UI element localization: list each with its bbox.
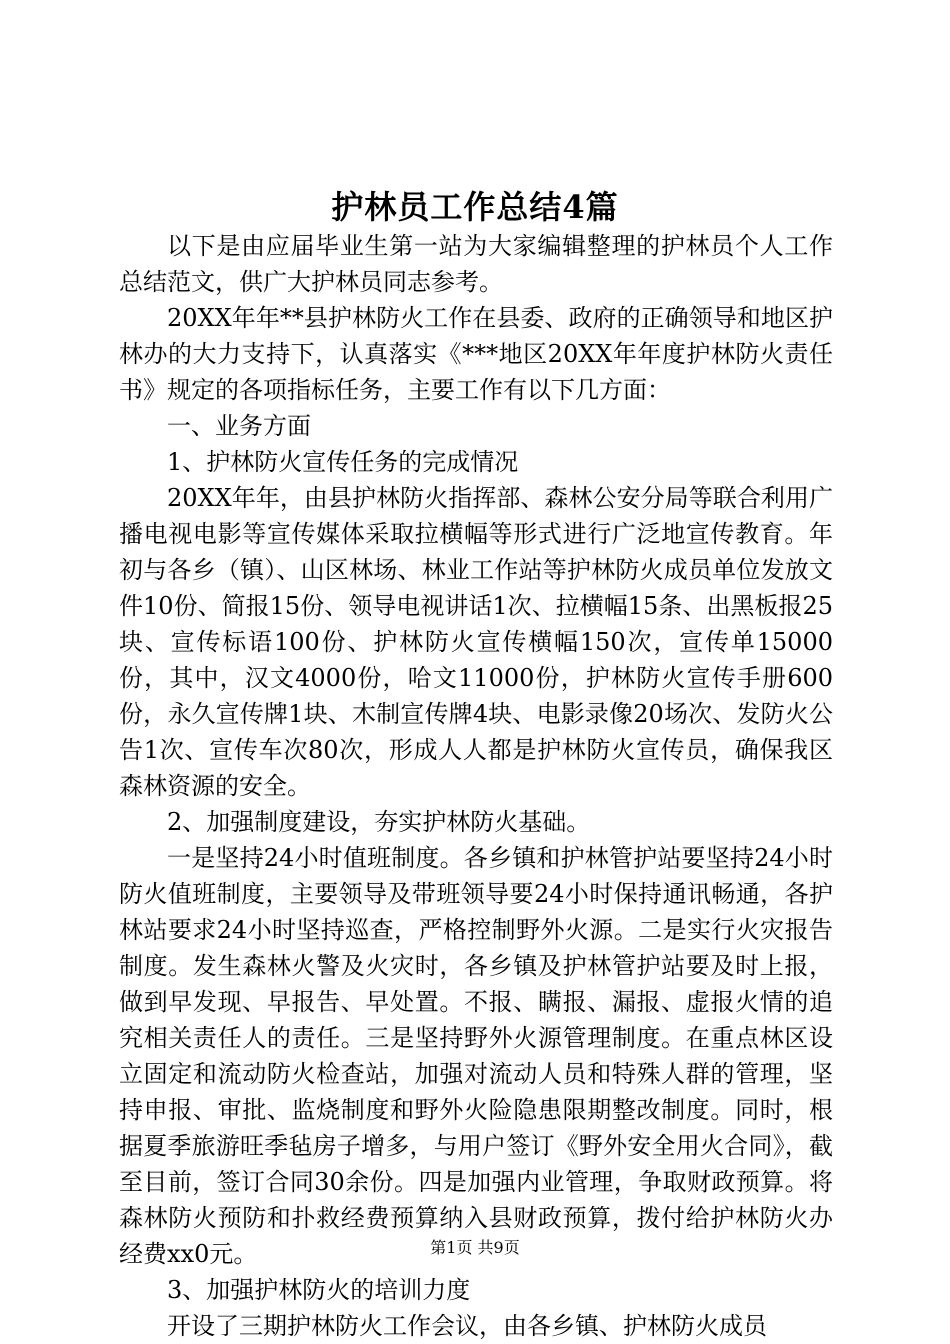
paragraph-system-building: 一是坚持24小时值班制度。各乡镇和护林管护站要坚持24小时防火值班制度，主要领导及带班领导要24小时保持通讯畅通，各护林站要求24小时坚持巡查，严格控制野外火源。二是实行火灾报告制度。发生森林火警及火灾时，各乡镇及护林管护站要及时上报，做到早发现、早报告、早处置。不报、瞒报、漏报、虚报火情的追究相关责任人的责任。三是坚持野外火源管理制度。在重点林区设立固定和流动防火检查站，加强对流动人员和特殊人群的管理，坚持申报、审批、监烧制度和野外火险隐患限期整改制度。同时，根据夏季旅游旺季毡房子增多，与用户签订《野外安全用火合同》，截至目前，签订合同30余份。四是加强内业管理，争取财政预算。将森林防火预防和扑救经费预算纳入县财政预算，拨付给护林防火办经费xx0元。 [119, 844, 833, 1268]
paragraph-overview: 20XX年年**县护林防火工作在县委、政府的正确领导和地区护林办的大力支持下，认真落实《***地区20XX年年度护林防火责任书》规定的各项指标任务，主要工作有以下几方面： [119, 304, 833, 404]
document-title: 护林员工作总结4篇 [331, 188, 619, 226]
subheading-publicity: 1、护林防火宣传任务的完成情况 [167, 448, 519, 476]
paragraph-publicity: 20XX年年，由县护林防火指挥部、森林公安分局等联合利用广播电视电影等宣传媒体采取拉横幅等形式进行广泛地宣传教育。年初与各乡（镇）、山区林场、林业工作站等护林防火成员单位发放文件10份、简报15份、领导电视讲话1次、拉横幅15条、出黑板报25块、宣传标语100份、护林防火宣传横幅150次，宣传单15000份，其中，汉文4000份，哈文11000份，护林防火宣传手册600份，永久宣传牌1块、木制宣传牌4块、电影录像20场次、发防火公告1次、宣传车次80次，形成人人都是护林防火宣传员，确保我区森林资源的安全。 [119, 484, 833, 800]
paragraph-intro: 以下是由应届毕业生第一站为大家编辑整理的护林员个人工作总结范文，供广大护林员同志参考。 [119, 232, 833, 296]
page-number-footer: 第1页 共9页 [430, 1238, 520, 1257]
subheading-training: 3、加强护林防火的培训力度 [167, 1276, 471, 1304]
subheading-system-building: 2、加强制度建设，夯实护林防火基础。 [167, 808, 591, 836]
section-heading-business: 一、业务方面 [167, 412, 311, 440]
paragraph-training: 开设了三期护林防火工作会议，由各乡镇、护林防火成员 [167, 1312, 767, 1340]
document-body [119, 228, 833, 1344]
